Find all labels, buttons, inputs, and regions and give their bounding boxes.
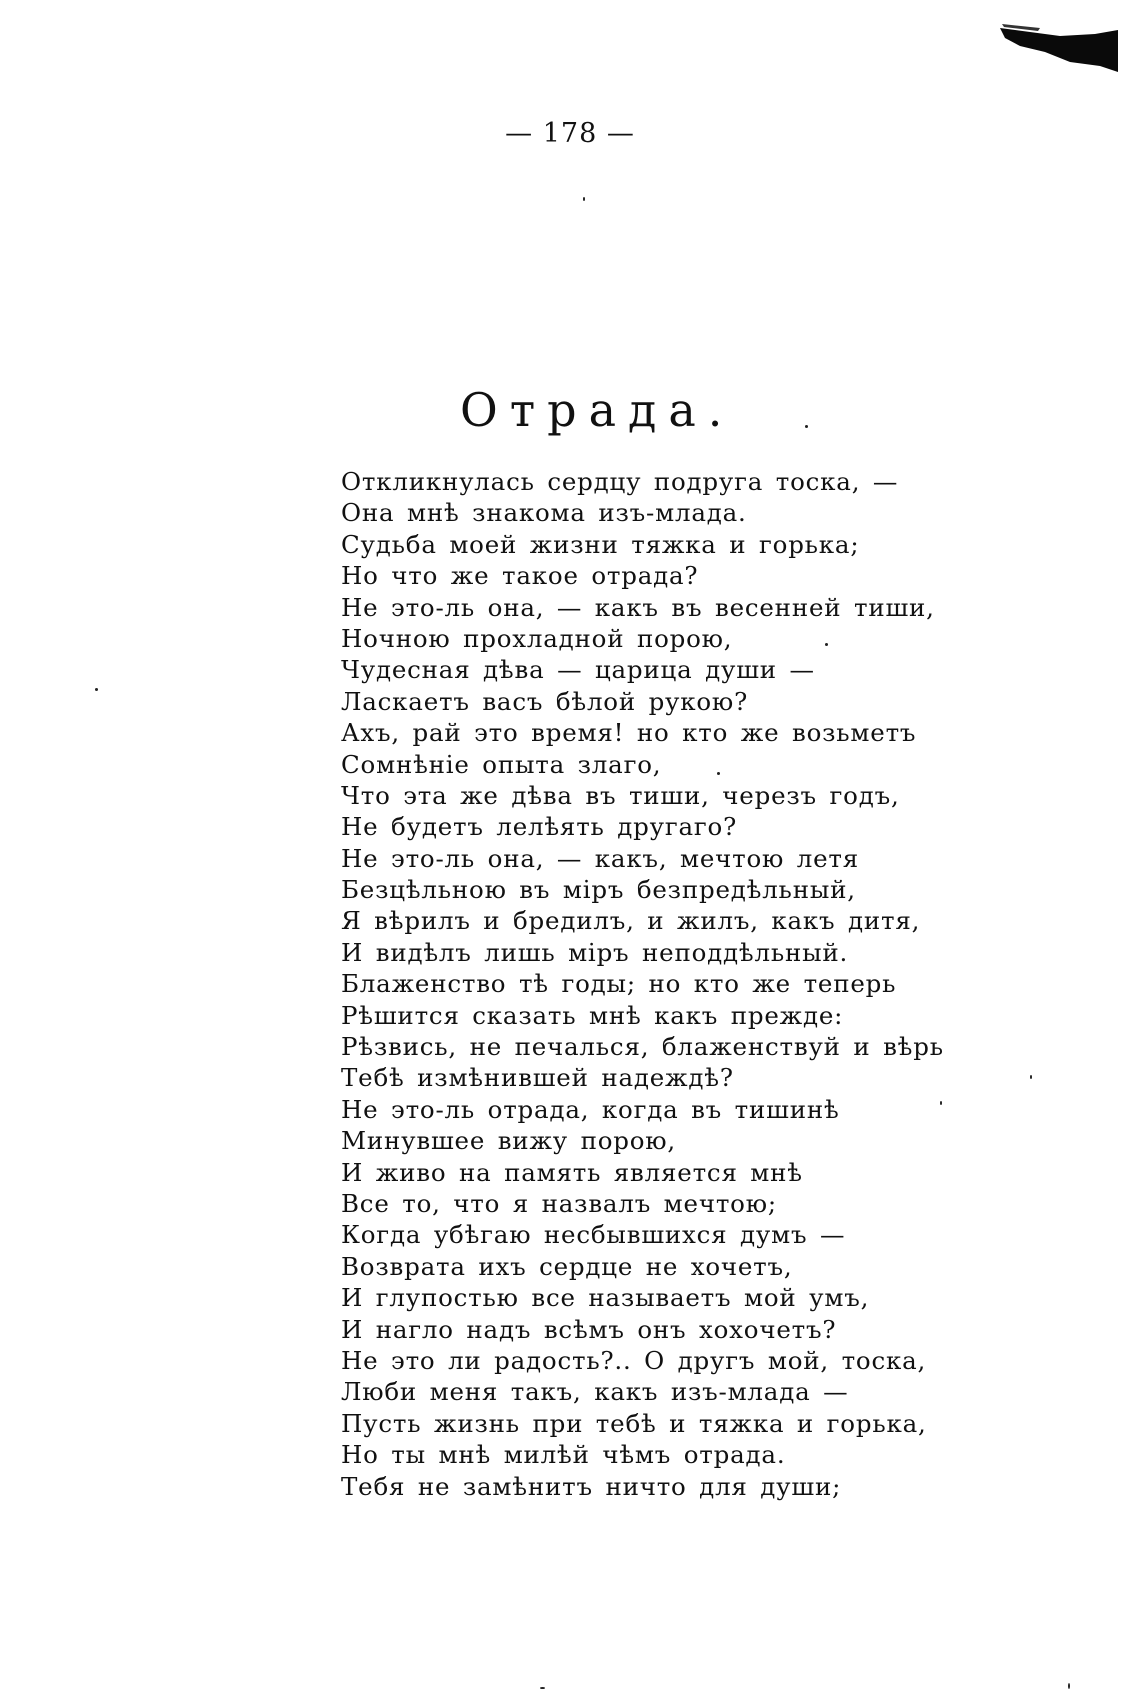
print-speck [583,197,585,201]
poem-line: Тебѣ измѣнившей надеждѣ? [341,1063,734,1093]
poem-line: Пусть жизнь при тебѣ и тяжка и горька, [341,1408,927,1438]
poem-line: Не это-ль она, — какъ въ весенней тиши, [341,592,935,622]
poem-line: Когда убѣгаю несбывшихся думъ — [341,1220,846,1250]
poem-line: Ночною прохладной порою, [341,623,733,653]
poem-line: Блаженство тѣ годы; но кто же теперь [341,969,897,999]
print-speck [1030,1075,1032,1079]
poem-title: Отрада. [460,383,735,437]
poem-line: Не это-ль она, — какъ, мечтою летя [341,843,860,873]
poem-line: Я вѣрилъ и бредилъ, и жилъ, какъ дитя, [341,906,921,936]
poem-line: Безцѣльною въ міръ безпредѣльный, [341,875,856,905]
poem-line: Люби меня такъ, какъ изъ-млада — [341,1377,849,1407]
poem-line: Ласкаетъ васъ бѣлой рукою? [341,686,748,716]
poem-line: Рѣзвись, не печалься, блаженствуй и вѣрь [341,1032,944,1062]
poem-line: Ахъ, рай это время! но кто же возьметъ [341,718,917,748]
poem-line: И живо на память является мнѣ [341,1157,803,1187]
poem-line: Не будетъ лелѣять другаго? [341,812,738,842]
poem-line: Она мнѣ знакома изъ-млада. [341,498,747,528]
poem-line: Судьба моей жизни тяжка и горька; [341,529,860,559]
poem-line: И нагло надъ всѣмъ онъ хохочетъ? [341,1314,837,1344]
scan-edge-mark [1000,22,1118,72]
poem-line: Сомнѣніе опыта злаго, [341,749,662,779]
poem-line: Рѣшится сказать мнѣ какъ прежде: [341,1000,844,1030]
poem-line: Но что же такое отрада? [341,561,699,591]
poem-line: Не это ли радость?.. О другъ мой, тоска, [341,1345,927,1375]
print-speck [540,1687,545,1689]
poem-line: Все то, что я назвалъ мечтою; [341,1188,777,1218]
poem-line: Минувшее вижу порою, [341,1126,677,1156]
poem-line: Тебя не замѣнитъ ничто для души; [341,1471,842,1501]
poem-body [341,466,1101,1502]
print-speck [805,425,808,428]
poem-line: Не это-ль отрада, когда въ тишинѣ [341,1094,840,1124]
poem-line: Но ты мнѣ милѣй чѣмъ отрада. [341,1440,786,1470]
print-speck [940,1101,942,1105]
poem-line: И глупостью все называетъ мой умъ, [341,1283,870,1313]
poem-line: Чудесная дѣва — царица души — [341,655,815,685]
print-speck [1068,1683,1070,1689]
print-speck [825,643,828,646]
page-number: — 178 — [505,118,635,149]
print-speck [95,688,98,691]
poem-line: Возврата ихъ сердце не хочетъ, [341,1251,793,1281]
poem-line: Что эта же дѣва въ тиши, черезъ годъ, [341,780,900,810]
print-speck [717,772,720,775]
poem-line: Откликнулась сердцу подруга тоска, — [341,467,899,496]
poem-line: И видѣлъ лишь міръ неподдѣльный. [341,937,849,967]
